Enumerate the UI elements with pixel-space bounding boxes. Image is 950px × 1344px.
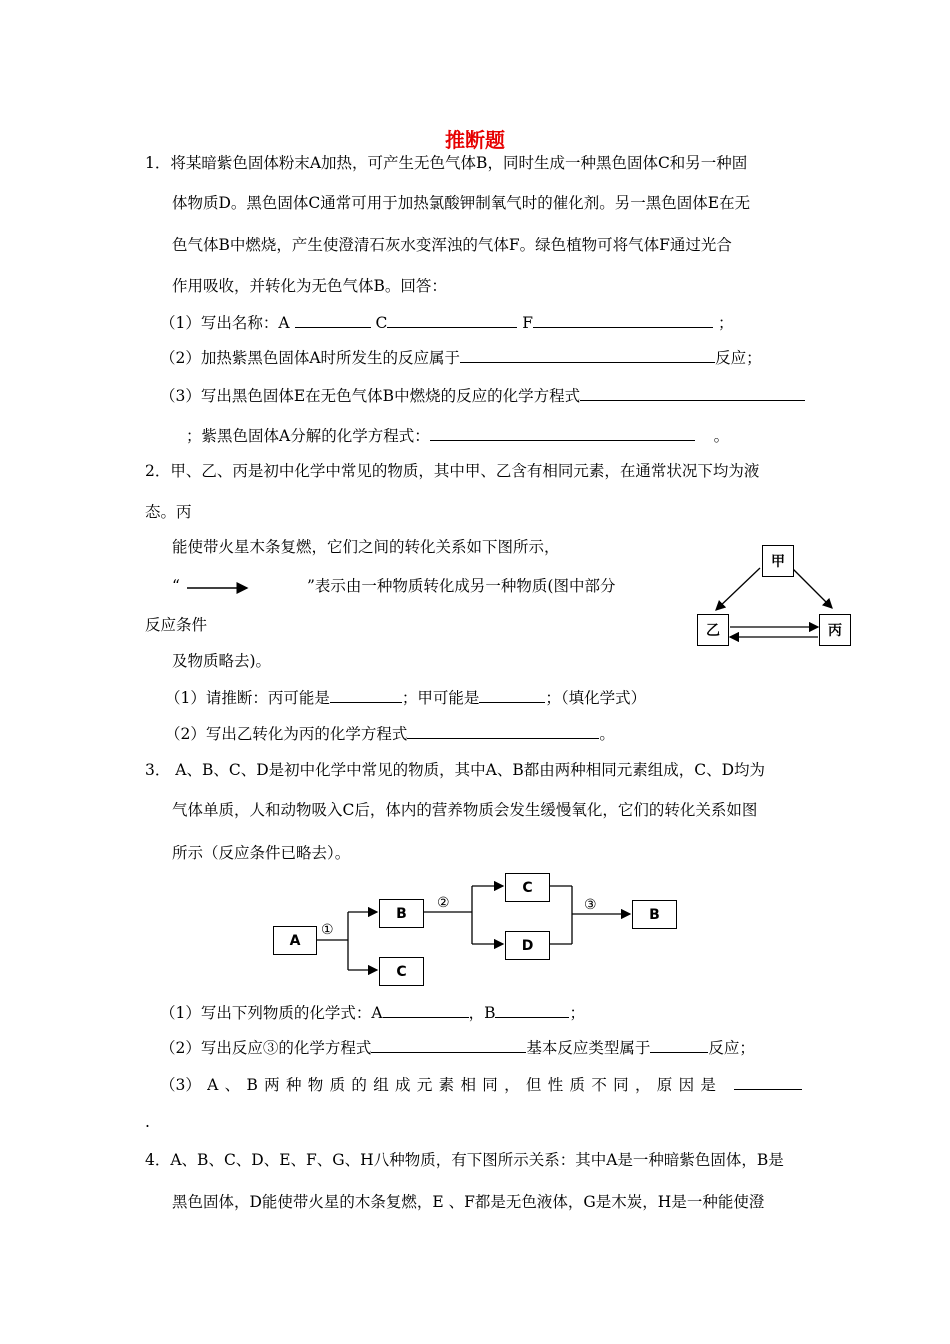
q3-line-1: 3． A、B、C、D是初中化学中常见的物质，其中A、B都由两种相同元素组成，C、D均为 <box>145 761 766 779</box>
q2-line-4: ”表示由一种物质转化成另一种物质(图中部分 <box>307 577 616 595</box>
q1-sub-3-cont-end: 。 <box>713 427 730 445</box>
q4-line-2: 黑色固体，D能使带火星的木条复燃，E 、F都是无色液体，G是木炭，H是一种能使澄 <box>172 1193 765 1211</box>
q2-line-4-quote-open: “ <box>172 577 180 595</box>
q1-sub-3-cont-prefix: ；紫黑色固体A分解的化学方程式： <box>186 427 430 445</box>
q1-sub-1-end: ； <box>717 314 734 332</box>
q3-line-3: 所示（反应条件已略去）。 <box>172 844 351 862</box>
node-c: C <box>379 957 424 986</box>
node-c-2: C <box>505 873 550 902</box>
q3-sub-1-prefix: （1）写出下列物质的化学式：A <box>160 1004 383 1022</box>
q3-sub-3-token: 种 <box>285 1076 302 1094</box>
q3-sub-1-mid: ，B <box>468 1004 496 1022</box>
q3-sub-3-token: 原 <box>656 1076 673 1094</box>
node-b: B <box>379 899 424 928</box>
q3-sub-3-token: （3） <box>160 1076 201 1094</box>
q1-line-1: 1．将某暗紫色固体粉末A加热，可产生无色气体B，同时生成一种黑色固体C和另一种固 <box>145 154 748 172</box>
q1-sub-2-prefix: （2）加热紫黑色固体A时所发生的反应属于 <box>160 349 461 367</box>
q3-sub-3-token: 两 <box>264 1076 280 1094</box>
q2-sub-2-prefix: （2）写出乙转化为丙的化学方程式 <box>165 725 408 743</box>
q2-line-1: 2．甲、乙、丙是初中化学中常见的物质，其中甲、乙含有相同元素，在通常状况下均为液 <box>145 462 760 480</box>
q3-sub-1-end: ； <box>569 1004 585 1022</box>
q1-line-4: 作用吸收，并转化为无色气体B。回答： <box>172 277 447 295</box>
node-d: D <box>505 931 550 960</box>
reaction-label-1: ① <box>321 922 334 938</box>
q3-sub-3-token: 的 <box>351 1076 367 1094</box>
q2-sub-1-end: ；（填化学式） <box>545 689 647 707</box>
q3-sub-3-token: 性 <box>547 1076 564 1094</box>
q4-line-1: 4．A、B、C、D、E、F、G、H八种物质，有下图所示关系：其中A是一种暗紫色固体，B是 <box>145 1151 784 1169</box>
q2-line-3: 能使带火星木条复燃，它们之间的转化关系如下图所示， <box>172 538 560 556</box>
q3-sub-3-token: 成 <box>395 1076 411 1094</box>
q3-sub-3-token: 是 <box>700 1076 716 1094</box>
q3-sub-3-token: ， <box>634 1076 651 1094</box>
node-jia: 甲 <box>762 545 794 577</box>
q1-sub-3-prefix: （3）写出黑色固体E在无色气体B中燃烧的反应的化学方程式 <box>160 387 581 405</box>
q3-sub-3-token: 因 <box>678 1076 695 1094</box>
q1-sub-1-f: F <box>522 314 534 332</box>
q3-sub-2-end: 反应； <box>708 1039 755 1057</box>
node-b-2: B <box>632 900 677 929</box>
q2-line-5: 反应条件 <box>145 616 208 634</box>
q3-sub-3-token: 物 <box>307 1076 324 1094</box>
q2-line-6: 及物质略去)。 <box>172 652 272 670</box>
q3-sub-3-token: A <box>207 1076 219 1094</box>
q1-line-3: 色气体B中燃烧，产生使澄清石灰水变浑浊的气体F。绿色植物可将气体F通过光合 <box>172 236 732 254</box>
page-title: 推断题 <box>445 128 505 152</box>
q3-sub-3-token: 组 <box>373 1076 389 1094</box>
q3-sub-3-token: B <box>246 1076 258 1094</box>
node-a: A <box>273 926 317 955</box>
q1-sub-1-c: C <box>375 314 388 332</box>
q3-sub-3-end: . <box>145 1113 150 1131</box>
q3-sub-2-prefix: （2）写出反应③的化学方程式 <box>160 1039 372 1057</box>
q3-line-2: 气体单质，人和动物吸入C后，体内的营养物质会发生缓慢氧化，它们的转化关系如图 <box>172 801 758 819</box>
node-bing: 丙 <box>819 614 851 646</box>
q3-sub-3-token: 质 <box>329 1076 346 1094</box>
reaction-label-3: ③ <box>584 897 597 913</box>
q3-sub-3-token: ， <box>504 1076 520 1094</box>
q3-sub-3-token: 不 <box>591 1076 607 1094</box>
q1-line-2: 体物质D。黑色固体C通常可用于加热氯酸钾制氧气时的催化剂。另一黑色固体E在无 <box>172 194 751 212</box>
q3-sub-3-token: 同 <box>613 1076 629 1094</box>
q2-sub-1-mid: ；甲可能是 <box>401 689 480 707</box>
node-yi: 乙 <box>697 614 729 646</box>
reaction-label-2: ② <box>437 895 450 911</box>
q2-line-2: 态。丙 <box>145 503 192 521</box>
q1-sub-2-suffix: 反应； <box>715 349 762 367</box>
q3-sub-3-token: 同 <box>482 1076 498 1094</box>
q2-sub-1-prefix: （1）请推断：丙可能是 <box>165 689 330 707</box>
q1-sub-1-prefix: （1）写出名称：A <box>160 314 290 332</box>
q3-sub-3-token: 、 <box>224 1076 241 1094</box>
arrow-jia-yi <box>716 568 760 610</box>
q3-sub-3-token: 相 <box>460 1076 476 1094</box>
q2-sub-2-end: 。 <box>599 725 615 743</box>
arrow-jia-bing <box>792 568 832 608</box>
q3-sub-3-token: 质 <box>569 1076 586 1094</box>
q3-sub-3-token: 但 <box>525 1076 542 1094</box>
q3-sub-2-mid: 基本反应类型属于 <box>526 1039 651 1057</box>
q3-sub-3-token: 素 <box>438 1076 455 1094</box>
q3-sub-3-token: 元 <box>416 1076 433 1094</box>
